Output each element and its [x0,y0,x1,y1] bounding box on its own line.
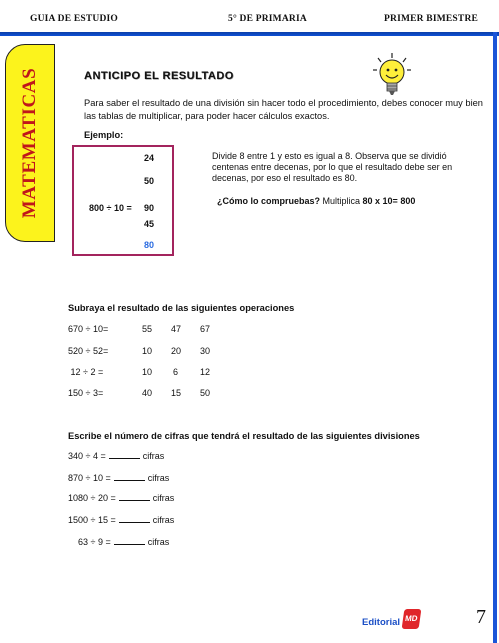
operation-row: 670 ÷ 10= [68,324,109,334]
digits-suffix: cifras [147,537,170,547]
explanation-text: Divide 8 entre 1 y esto es igual a 8. Observa que se dividió centenas entre decenas, por lo que el resultado debe ser en decenas, por eso el resultado es 80. [212,151,453,183]
publisher-badge-text: MD [404,614,419,623]
publisher-logo [362,608,422,632]
answer-blank[interactable] [119,493,150,501]
answer-option[interactable]: 50 [200,388,211,398]
answer-option[interactable]: 40 [142,388,153,398]
operation-row: 12 ÷ 2 = [68,367,104,377]
example-value: 24 [144,153,155,163]
answer-option[interactable]: 12 [200,367,211,377]
example-value: 90 [144,203,155,213]
digits-question [68,493,174,503]
header-right: PRIMER BIMESTRE [384,14,479,24]
header-left: GUIA DE ESTUDIO [30,14,118,24]
subject-tab [5,44,55,242]
answer-blank[interactable] [114,537,145,545]
right-border [493,32,497,643]
example-equation: 800 ÷ 10 = [89,203,132,213]
subject-label: MATEMATICAS [19,67,40,219]
digits-operation: 1080 ÷ 20 = [68,493,116,503]
digits-operation: 1500 ÷ 15 = [68,515,116,525]
header-rule [0,32,499,36]
answer-option[interactable]: 6 [173,367,179,377]
publisher-badge [402,609,422,629]
digits-question [68,451,164,461]
publisher-name: Editorial [362,617,401,628]
check-answer: 80 x 10= 800 [362,196,416,206]
example-value: 45 [144,219,155,229]
answer-option[interactable]: 10 [142,367,153,377]
operation-row: 150 ÷ 3= [68,388,104,398]
digits-question [78,537,169,547]
digits-operation: 340 ÷ 4 = [68,451,106,461]
answer-option[interactable]: 67 [200,324,211,334]
answer-option[interactable]: 55 [142,324,153,334]
example-label: Ejemplo: [84,130,124,140]
section1-title: Subraya el resultado de las siguientes operaciones [68,303,295,313]
digits-question [68,515,174,525]
page-number: 7 [476,606,486,628]
answer-option[interactable]: 47 [171,324,182,334]
digits-operation: 870 ÷ 10 = [68,473,111,483]
answer-blank[interactable] [109,451,140,459]
check-answer-prefix: Multiplica [320,196,363,206]
header-center: 5° DE PRIMARIA [228,14,307,24]
digits-operation: 63 ÷ 9 = [78,537,111,547]
example-box [72,145,174,256]
answer-blank[interactable] [114,473,145,481]
section2-title: Escribe el número de cifras que tendrá el resultado de las siguientes divisiones [68,431,420,441]
answer-option[interactable]: 15 [171,388,182,398]
page-header [0,0,499,32]
check-line [217,196,415,206]
answer-option[interactable]: 30 [200,346,211,356]
lightbulb-icon [372,52,412,98]
lesson-title: ANTICIPO EL RESULTADO [84,70,234,82]
operation-row: 520 ÷ 52= [68,346,109,356]
intro-paragraph: Para saber el resultado de una división sin hacer todo el procedimiento, debes conocer muy bien las tablas de multiplicar, para poder hacer cálculos exactos. [84,98,483,121]
example-result: 80 [144,240,155,250]
answer-blank[interactable] [119,515,150,523]
check-question: ¿Cómo lo compruebas? [217,196,321,206]
digits-suffix: cifras [152,493,175,503]
answer-option[interactable]: 20 [171,346,182,356]
digits-suffix: cifras [152,515,175,525]
digits-question [68,473,169,483]
digits-suffix: cifras [142,451,165,461]
answer-option[interactable]: 10 [142,346,153,356]
example-value: 50 [144,176,155,186]
digits-suffix: cifras [147,473,170,483]
